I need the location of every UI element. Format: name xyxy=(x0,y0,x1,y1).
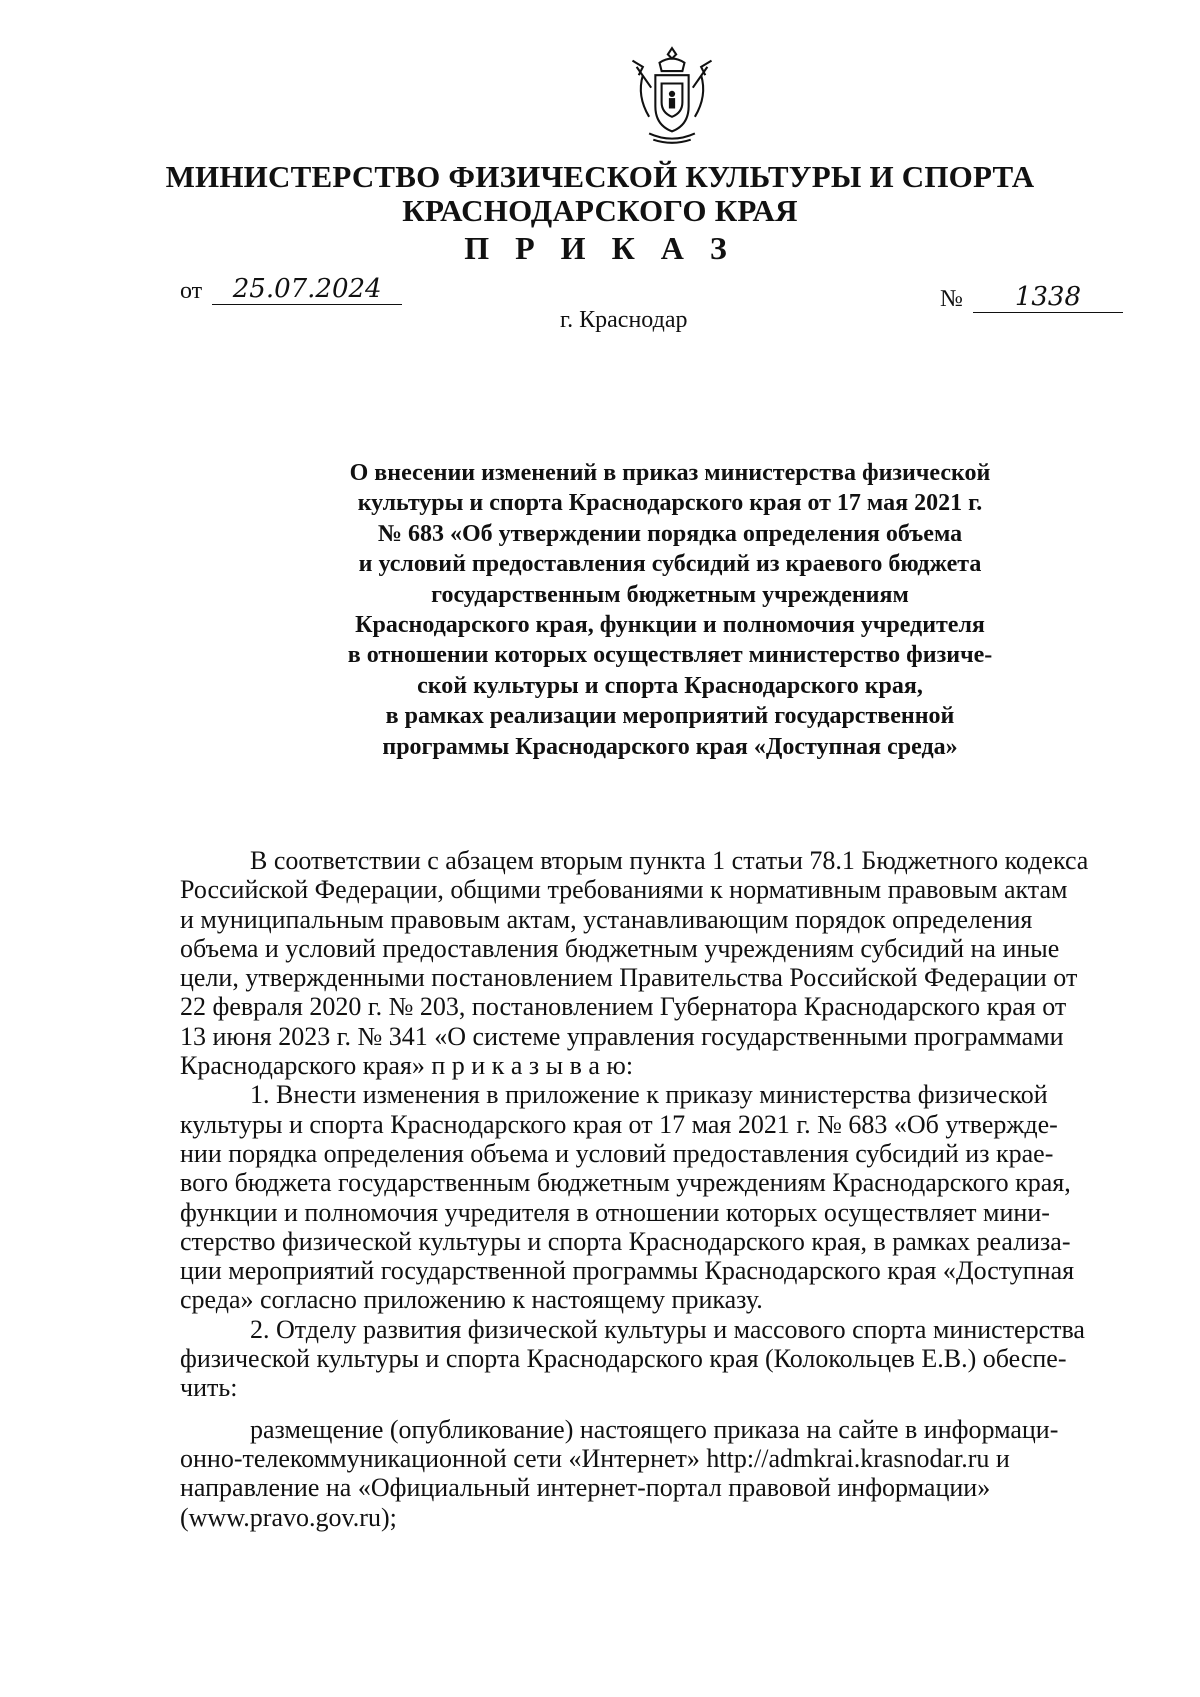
title-line: культуры и спорта Краснодарского края от 17 мая 2021 г. xyxy=(357,490,983,517)
number-field xyxy=(940,282,1123,313)
title-line: и условий предоставления субсидий из краевого бюджета xyxy=(358,551,982,578)
text-line: размещение (опубликование) настоящего приказа на сайте в информаци- xyxy=(250,1414,1059,1444)
text-line: стерство физической культуры и спорта Краснодарского края, в рамках реализа- xyxy=(180,1226,1071,1256)
paragraph-publication xyxy=(180,1415,1090,1532)
title-line: Краснодарского края, функции и полномочия учредителя xyxy=(355,612,985,639)
text-line: функции и полномочия учредителя в отношении которых осуществляет мини- xyxy=(180,1197,1050,1227)
text-line: 13 июня 2023 г. № 341 «О системе управления государственными программами xyxy=(180,1021,1064,1051)
ministry-name xyxy=(150,160,1050,228)
date-field xyxy=(180,274,402,305)
text-line: цели, утвержденными постановлением Правительства Российской Федерации от xyxy=(180,963,1078,993)
document-body xyxy=(180,846,1090,1532)
text-line: объема и условий предоставления бюджетным учреждениям субсидий на иные xyxy=(180,933,1060,963)
text-line: нии порядка определения объема и условий предоставления субсидий из крае- xyxy=(180,1138,1054,1168)
text-line: культуры и спорта Краснодарского края от 17 мая 2021 г. № 683 «Об утвержде- xyxy=(180,1109,1058,1139)
title-line: ской культуры и спорта Краснодарского края, xyxy=(417,672,923,699)
title-line: программы Краснодарского края «Доступная среда» xyxy=(382,733,958,760)
number-prefix: № xyxy=(940,286,963,312)
ministry-line: МИНИСТЕРСТВО ФИЗИЧЕСКОЙ КУЛЬТУРЫ И СПОРТА xyxy=(165,159,1035,194)
text-line: физической культуры и спорта Краснодарского края (Колокольцев Е.В.) обеспе- xyxy=(180,1344,1067,1374)
text-line: онно-телекоммуникационной сети «Интернет» http://admkrai.krasnodar.ru и xyxy=(180,1443,1010,1473)
title-line: государственным бюджетным учреждениям xyxy=(431,581,909,608)
text-line: В соответствии с абзацем вторым пункта 1 статьи 78.1 Бюджетного кодекса xyxy=(250,846,1089,875)
document-type: П Р И К А З xyxy=(464,230,736,266)
document-title xyxy=(270,458,1070,762)
date-prefix: от xyxy=(180,278,203,304)
text-line: Российской Федерации, общими требованиями к нормативным правовым актам xyxy=(180,875,1068,905)
text-line: 2. Отделу развития физической культуры и массового спорта министерства xyxy=(250,1314,1085,1344)
paragraph-item-1 xyxy=(180,1080,1090,1314)
text-line: вого бюджета государственным бюджетным учреждениям Краснодарского края, xyxy=(180,1168,1071,1198)
text-line: направление на «Официальный интернет-портал правовой информации» xyxy=(180,1473,991,1503)
text-line: Краснодарского края» п р и к а з ы в а ю: xyxy=(180,1051,634,1081)
ministry-line: КРАСНОДАРСКОГО КРАЯ xyxy=(402,193,798,228)
city-label: г. Краснодар xyxy=(560,307,688,333)
paragraph-preamble xyxy=(180,846,1090,1080)
paragraph-item-2 xyxy=(180,1315,1090,1403)
title-line: № 683 «Об утверждении порядка определения объема xyxy=(377,520,963,547)
text-line: (www.pravo.gov.ru); xyxy=(180,1502,397,1532)
text-line: 22 февраля 2020 г. № 203, постановлением Губернатора Краснодарского края от xyxy=(180,992,1067,1022)
text-line: среда» согласно приложению к настоящему приказу. xyxy=(180,1285,763,1315)
title-line: О внесении изменений в приказ министерства физической xyxy=(349,460,991,486)
title-line: в отношении которых осуществляет министерство физиче- xyxy=(347,642,993,669)
handwritten-date: 25.07.2024 xyxy=(212,274,402,305)
text-line: 1. Внести изменения в приложение к приказу министерства физической xyxy=(250,1080,1048,1110)
text-line: чить: xyxy=(180,1373,238,1403)
coat-of-arms-icon xyxy=(620,44,724,148)
title-line: в рамках реализации мероприятий государственной xyxy=(385,703,955,730)
handwritten-number: 1338 xyxy=(973,282,1123,313)
text-line: ции мероприятий государственной программы Краснодарского края «Доступная xyxy=(180,1256,1075,1286)
text-line: и муниципальным правовым актам, устанавливающим порядок определения xyxy=(180,904,1033,934)
